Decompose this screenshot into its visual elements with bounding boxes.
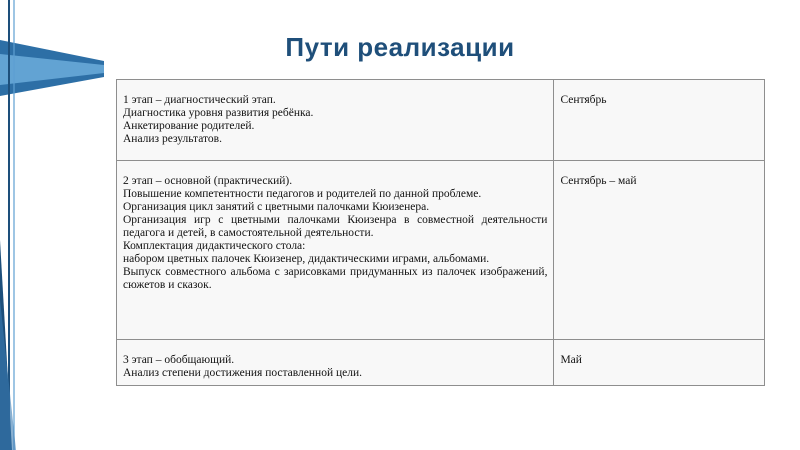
stage-line: Диагностика уровня развития ребёнка.	[123, 107, 314, 119]
stage-line: Комплектация дидактического стола:	[123, 240, 306, 252]
table-row	[117, 340, 765, 386]
stage-line: Анализ степени достижения поставленной цели.	[123, 367, 362, 379]
stage-heading: – основной (практический).	[152, 175, 293, 187]
decorative-stripes	[0, 0, 120, 450]
stage-number: 2 этап	[123, 175, 153, 187]
period-cell: Сентябрь	[554, 80, 765, 161]
implementation-table	[116, 79, 765, 386]
table-row	[117, 161, 765, 340]
page-title: Пути реализации	[285, 32, 515, 62]
period-cell: Май	[554, 340, 765, 386]
stage-line: Выпуск совместного альбома с зарисовками придуманных из палочек изображений, сюжетов и сказок.	[123, 266, 548, 291]
stage-line: Организация цикл занятий с цветными палочками Кюизенера.	[123, 201, 430, 213]
stage-cell	[117, 80, 554, 161]
table-row	[117, 80, 765, 161]
period-cell: Сентябрь – май	[554, 161, 765, 340]
stage-heading: – обобщающий.	[152, 354, 235, 366]
stage-line: Повышение компетентности педагогов и родителей по данной проблеме.	[123, 188, 482, 200]
stage-line: Анкетирование родителей.	[123, 120, 255, 132]
stage-number: 1 этап	[123, 94, 153, 106]
stage-cell	[117, 340, 554, 386]
stage-cell	[117, 161, 554, 340]
stage-heading: – диагностический этап.	[152, 94, 276, 106]
stage-line: Организация игр с цветными палочками Кюизенра в совместной деятельности педагога и детей, в самостоятельной деятельности.	[123, 214, 548, 239]
stage-line: набором цветных палочек Кюизенер, дидактическими играми, альбомами.	[123, 253, 490, 265]
stage-number: 3 этап	[123, 354, 153, 366]
stage-line: Анализ результатов.	[123, 133, 222, 145]
